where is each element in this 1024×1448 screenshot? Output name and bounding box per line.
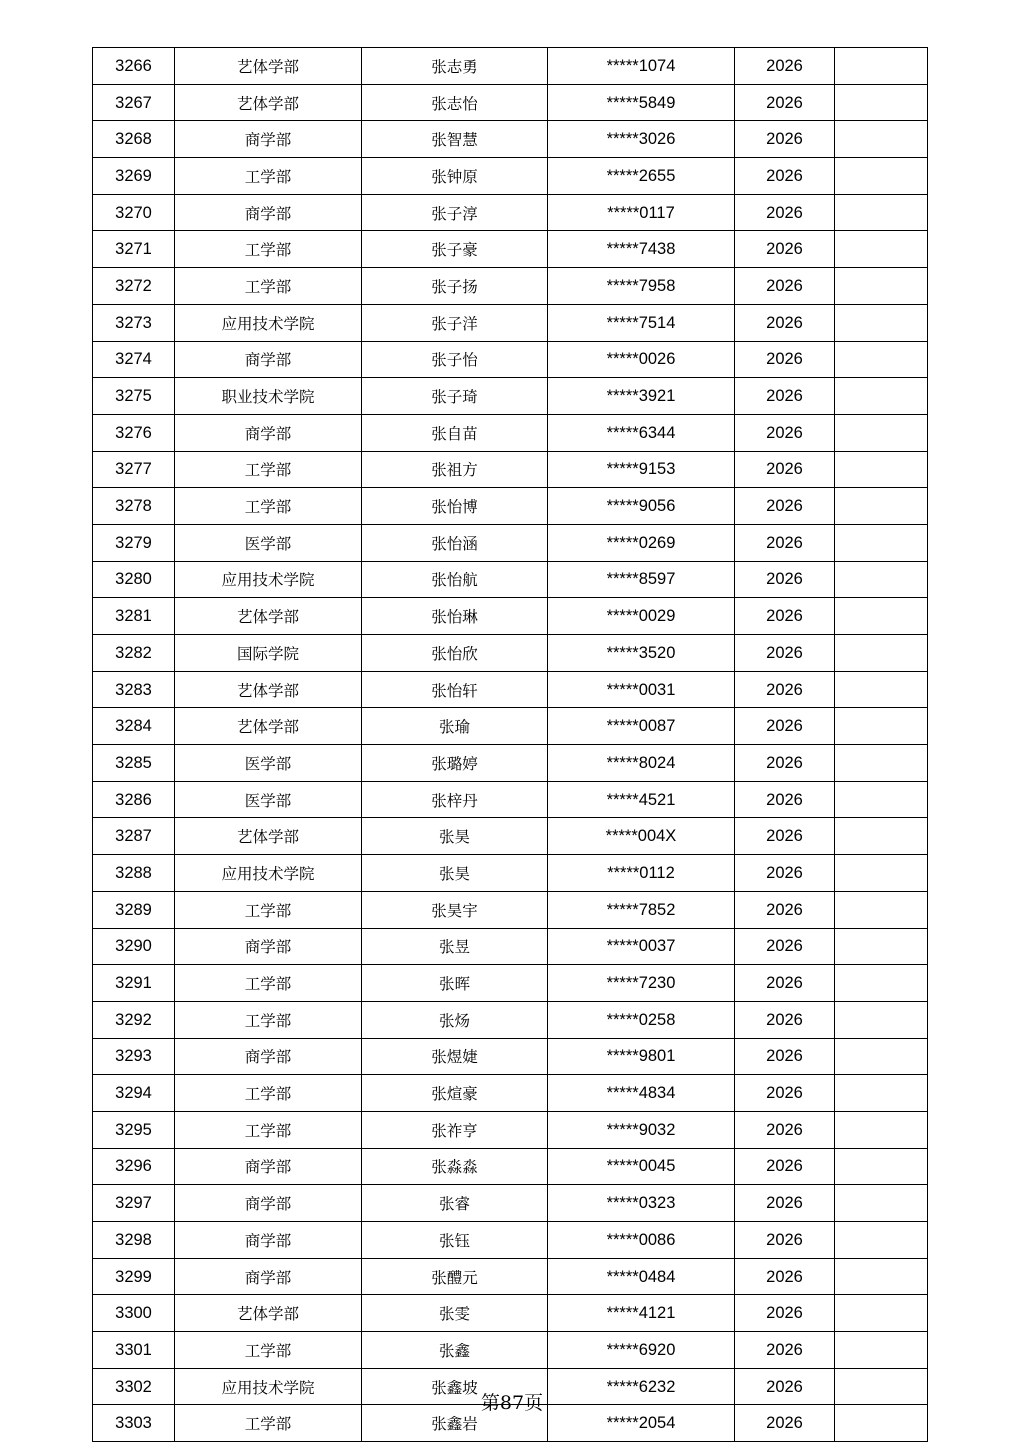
cell-year: 2026 xyxy=(735,414,835,451)
cell-student-name: 张祚亨 xyxy=(362,1111,548,1148)
cell-department: 医学部 xyxy=(175,781,362,818)
table-row xyxy=(93,928,928,965)
cell-student-name: 张怡博 xyxy=(362,488,548,525)
cell-serial-number: 3280 xyxy=(93,561,175,598)
table-row xyxy=(93,1148,928,1185)
cell-remark xyxy=(835,524,928,561)
cell-department: 艺体学部 xyxy=(175,48,362,85)
cell-student-name: 张瑜 xyxy=(362,708,548,745)
cell-year: 2026 xyxy=(735,745,835,782)
cell-serial-number: 3285 xyxy=(93,745,175,782)
cell-year: 2026 xyxy=(735,1001,835,1038)
cell-department: 工学部 xyxy=(175,1001,362,1038)
table-row xyxy=(93,745,928,782)
cell-remark xyxy=(835,1258,928,1295)
cell-serial-number: 3286 xyxy=(93,781,175,818)
cell-serial-number: 3291 xyxy=(93,965,175,1002)
cell-masked-id: *****7438 xyxy=(548,231,735,268)
cell-masked-id: *****0029 xyxy=(548,598,735,635)
cell-remark xyxy=(835,341,928,378)
table-row xyxy=(93,84,928,121)
cell-serial-number: 3301 xyxy=(93,1332,175,1369)
cell-remark xyxy=(835,1222,928,1259)
table-row xyxy=(93,231,928,268)
cell-department: 艺体学部 xyxy=(175,671,362,708)
cell-department: 商学部 xyxy=(175,414,362,451)
table-row xyxy=(93,818,928,855)
cell-serial-number: 3296 xyxy=(93,1148,175,1185)
cell-year: 2026 xyxy=(735,781,835,818)
cell-student-name: 张昊 xyxy=(362,855,548,892)
cell-year: 2026 xyxy=(735,1038,835,1075)
cell-serial-number: 3292 xyxy=(93,1001,175,1038)
cell-serial-number: 3288 xyxy=(93,855,175,892)
table-row xyxy=(93,781,928,818)
cell-department: 医学部 xyxy=(175,745,362,782)
cell-department: 工学部 xyxy=(175,488,362,525)
cell-student-name: 张璐婷 xyxy=(362,745,548,782)
cell-remark xyxy=(835,1148,928,1185)
cell-serial-number: 3266 xyxy=(93,48,175,85)
cell-masked-id: *****7514 xyxy=(548,304,735,341)
cell-student-name: 张梓丹 xyxy=(362,781,548,818)
cell-department: 应用技术学院 xyxy=(175,855,362,892)
cell-student-name: 张子怡 xyxy=(362,341,548,378)
student-roster-table xyxy=(92,47,928,1442)
cell-masked-id: *****4834 xyxy=(548,1075,735,1112)
cell-year: 2026 xyxy=(735,708,835,745)
cell-student-name: 张昊 xyxy=(362,818,548,855)
cell-serial-number: 3271 xyxy=(93,231,175,268)
cell-year: 2026 xyxy=(735,1332,835,1369)
table-row xyxy=(93,378,928,415)
table-row xyxy=(93,671,928,708)
table-row xyxy=(93,598,928,635)
cell-remark xyxy=(835,378,928,415)
table-row xyxy=(93,1038,928,1075)
cell-student-name: 张子扬 xyxy=(362,268,548,305)
cell-student-name: 张智慧 xyxy=(362,121,548,158)
cell-masked-id: *****7958 xyxy=(548,268,735,305)
cell-student-name: 张醴元 xyxy=(362,1258,548,1295)
cell-year: 2026 xyxy=(735,268,835,305)
cell-serial-number: 3268 xyxy=(93,121,175,158)
cell-department: 工学部 xyxy=(175,891,362,928)
cell-serial-number: 3269 xyxy=(93,158,175,195)
cell-remark xyxy=(835,1295,928,1332)
table-row xyxy=(93,268,928,305)
cell-serial-number: 3289 xyxy=(93,891,175,928)
cell-serial-number: 3297 xyxy=(93,1185,175,1222)
cell-year: 2026 xyxy=(735,524,835,561)
cell-remark xyxy=(835,891,928,928)
cell-student-name: 张怡轩 xyxy=(362,671,548,708)
cell-year: 2026 xyxy=(735,341,835,378)
cell-department: 艺体学部 xyxy=(175,84,362,121)
cell-student-name: 张怡航 xyxy=(362,561,548,598)
cell-year: 2026 xyxy=(735,928,835,965)
cell-masked-id: *****0258 xyxy=(548,1001,735,1038)
cell-year: 2026 xyxy=(735,671,835,708)
cell-remark xyxy=(835,268,928,305)
cell-masked-id: *****3921 xyxy=(548,378,735,415)
cell-serial-number: 3277 xyxy=(93,451,175,488)
cell-department: 医学部 xyxy=(175,524,362,561)
cell-serial-number: 3303 xyxy=(93,1405,175,1442)
cell-remark xyxy=(835,671,928,708)
cell-department: 工学部 xyxy=(175,1075,362,1112)
cell-serial-number: 3276 xyxy=(93,414,175,451)
cell-masked-id: *****6232 xyxy=(548,1368,735,1405)
cell-masked-id: *****9153 xyxy=(548,451,735,488)
cell-remark xyxy=(835,1038,928,1075)
table-row xyxy=(93,1258,928,1295)
table-row xyxy=(93,414,928,451)
cell-year: 2026 xyxy=(735,855,835,892)
cell-student-name: 张子琦 xyxy=(362,378,548,415)
cell-year: 2026 xyxy=(735,561,835,598)
cell-serial-number: 3298 xyxy=(93,1222,175,1259)
table-row xyxy=(93,48,928,85)
cell-year: 2026 xyxy=(735,818,835,855)
table-row xyxy=(93,965,928,1002)
table-row xyxy=(93,1001,928,1038)
page-number: 第87页 xyxy=(480,1392,544,1414)
cell-student-name: 张子淳 xyxy=(362,194,548,231)
cell-student-name: 张昱 xyxy=(362,928,548,965)
cell-remark xyxy=(835,818,928,855)
cell-remark xyxy=(835,414,928,451)
cell-remark xyxy=(835,304,928,341)
cell-masked-id: *****0087 xyxy=(548,708,735,745)
cell-student-name: 张鑫坡 xyxy=(362,1368,548,1405)
cell-remark xyxy=(835,231,928,268)
cell-serial-number: 3272 xyxy=(93,268,175,305)
cell-remark xyxy=(835,158,928,195)
cell-masked-id: *****7230 xyxy=(548,965,735,1002)
cell-student-name: 张雯 xyxy=(362,1295,548,1332)
table-row xyxy=(93,304,928,341)
cell-student-name: 张怡涵 xyxy=(362,524,548,561)
cell-masked-id: *****0323 xyxy=(548,1185,735,1222)
cell-masked-id: *****9032 xyxy=(548,1111,735,1148)
cell-year: 2026 xyxy=(735,304,835,341)
cell-year: 2026 xyxy=(735,1368,835,1405)
cell-masked-id: *****2655 xyxy=(548,158,735,195)
cell-department: 工学部 xyxy=(175,231,362,268)
cell-masked-id: *****0086 xyxy=(548,1222,735,1259)
cell-year: 2026 xyxy=(735,488,835,525)
table-row xyxy=(93,1295,928,1332)
cell-serial-number: 3295 xyxy=(93,1111,175,1148)
cell-student-name: 张自苗 xyxy=(362,414,548,451)
cell-student-name: 张钰 xyxy=(362,1222,548,1259)
cell-serial-number: 3273 xyxy=(93,304,175,341)
cell-masked-id: *****1074 xyxy=(548,48,735,85)
cell-remark xyxy=(835,121,928,158)
cell-masked-id: *****3026 xyxy=(548,121,735,158)
cell-year: 2026 xyxy=(735,1075,835,1112)
cell-student-name: 张钟原 xyxy=(362,158,548,195)
cell-student-name: 张炀 xyxy=(362,1001,548,1038)
cell-student-name: 张怡琳 xyxy=(362,598,548,635)
cell-remark xyxy=(835,1075,928,1112)
cell-department: 商学部 xyxy=(175,1038,362,1075)
cell-remark xyxy=(835,965,928,1002)
cell-year: 2026 xyxy=(735,1222,835,1259)
cell-year: 2026 xyxy=(735,84,835,121)
cell-remark xyxy=(835,745,928,782)
cell-masked-id: *****9801 xyxy=(548,1038,735,1075)
cell-masked-id: *****0045 xyxy=(548,1148,735,1185)
table-row xyxy=(93,635,928,672)
cell-year: 2026 xyxy=(735,194,835,231)
table-row xyxy=(93,121,928,158)
cell-masked-id: *****0037 xyxy=(548,928,735,965)
cell-year: 2026 xyxy=(735,1295,835,1332)
table-row xyxy=(93,194,928,231)
cell-masked-id: *****0484 xyxy=(548,1258,735,1295)
cell-remark xyxy=(835,84,928,121)
cell-year: 2026 xyxy=(735,231,835,268)
cell-department: 应用技术学院 xyxy=(175,561,362,598)
cell-year: 2026 xyxy=(735,158,835,195)
cell-masked-id: *****0269 xyxy=(548,524,735,561)
table-row xyxy=(93,488,928,525)
cell-serial-number: 3302 xyxy=(93,1368,175,1405)
cell-remark xyxy=(835,194,928,231)
cell-year: 2026 xyxy=(735,1185,835,1222)
cell-department: 应用技术学院 xyxy=(175,304,362,341)
cell-remark xyxy=(835,561,928,598)
cell-serial-number: 3293 xyxy=(93,1038,175,1075)
cell-serial-number: 3283 xyxy=(93,671,175,708)
cell-serial-number: 3275 xyxy=(93,378,175,415)
cell-serial-number: 3294 xyxy=(93,1075,175,1112)
cell-department: 工学部 xyxy=(175,1332,362,1369)
cell-remark xyxy=(835,855,928,892)
cell-department: 艺体学部 xyxy=(175,598,362,635)
cell-remark xyxy=(835,451,928,488)
cell-department: 应用技术学院 xyxy=(175,1368,362,1405)
cell-masked-id: *****2054 xyxy=(548,1405,735,1442)
cell-year: 2026 xyxy=(735,48,835,85)
cell-department: 工学部 xyxy=(175,268,362,305)
cell-masked-id: *****3520 xyxy=(548,635,735,672)
table-row xyxy=(93,855,928,892)
table-row xyxy=(93,1075,928,1112)
cell-student-name: 张煜婕 xyxy=(362,1038,548,1075)
cell-year: 2026 xyxy=(735,1111,835,1148)
cell-department: 工学部 xyxy=(175,1111,362,1148)
cell-department: 商学部 xyxy=(175,928,362,965)
cell-serial-number: 3279 xyxy=(93,524,175,561)
cell-remark xyxy=(835,488,928,525)
cell-masked-id: *****0031 xyxy=(548,671,735,708)
cell-masked-id: *****4121 xyxy=(548,1295,735,1332)
cell-student-name: 张怡欣 xyxy=(362,635,548,672)
cell-serial-number: 3278 xyxy=(93,488,175,525)
cell-student-name: 张子洋 xyxy=(362,304,548,341)
cell-serial-number: 3290 xyxy=(93,928,175,965)
cell-serial-number: 3284 xyxy=(93,708,175,745)
cell-remark xyxy=(835,1111,928,1148)
cell-department: 商学部 xyxy=(175,1222,362,1259)
cell-masked-id: *****7852 xyxy=(548,891,735,928)
cell-masked-id: *****4521 xyxy=(548,781,735,818)
cell-department: 商学部 xyxy=(175,341,362,378)
cell-remark xyxy=(835,48,928,85)
cell-department: 职业技术学院 xyxy=(175,378,362,415)
cell-remark xyxy=(835,781,928,818)
cell-masked-id: *****9056 xyxy=(548,488,735,525)
cell-student-name: 张子豪 xyxy=(362,231,548,268)
cell-student-name: 张昊宇 xyxy=(362,891,548,928)
cell-serial-number: 3300 xyxy=(93,1295,175,1332)
cell-masked-id: *****6920 xyxy=(548,1332,735,1369)
cell-serial-number: 3267 xyxy=(93,84,175,121)
cell-department: 国际学院 xyxy=(175,635,362,672)
cell-department: 商学部 xyxy=(175,121,362,158)
cell-remark xyxy=(835,1001,928,1038)
cell-student-name: 张志怡 xyxy=(362,84,548,121)
cell-remark xyxy=(835,928,928,965)
cell-year: 2026 xyxy=(735,378,835,415)
cell-year: 2026 xyxy=(735,965,835,1002)
cell-serial-number: 3270 xyxy=(93,194,175,231)
cell-year: 2026 xyxy=(735,121,835,158)
cell-department: 工学部 xyxy=(175,965,362,1002)
cell-student-name: 张鑫岩 xyxy=(362,1405,548,1442)
cell-year: 2026 xyxy=(735,1258,835,1295)
cell-department: 艺体学部 xyxy=(175,1295,362,1332)
cell-remark xyxy=(835,1332,928,1369)
cell-student-name: 张睿 xyxy=(362,1185,548,1222)
cell-masked-id: *****8597 xyxy=(548,561,735,598)
cell-serial-number: 3274 xyxy=(93,341,175,378)
cell-masked-id: *****004X xyxy=(548,818,735,855)
table-row xyxy=(93,891,928,928)
cell-year: 2026 xyxy=(735,598,835,635)
table-row xyxy=(93,341,928,378)
cell-masked-id: *****0117 xyxy=(548,194,735,231)
cell-serial-number: 3299 xyxy=(93,1258,175,1295)
table-row xyxy=(93,451,928,488)
cell-department: 工学部 xyxy=(175,1405,362,1442)
cell-department: 商学部 xyxy=(175,1258,362,1295)
cell-department: 艺体学部 xyxy=(175,818,362,855)
cell-year: 2026 xyxy=(735,1405,835,1442)
table-row xyxy=(93,524,928,561)
cell-year: 2026 xyxy=(735,451,835,488)
cell-serial-number: 3281 xyxy=(93,598,175,635)
cell-serial-number: 3287 xyxy=(93,818,175,855)
cell-department: 商学部 xyxy=(175,1148,362,1185)
cell-year: 2026 xyxy=(735,1148,835,1185)
cell-student-name: 张志勇 xyxy=(362,48,548,85)
cell-masked-id: *****0026 xyxy=(548,341,735,378)
roster-table-body xyxy=(93,48,928,1442)
cell-remark xyxy=(835,708,928,745)
cell-masked-id: *****5849 xyxy=(548,84,735,121)
cell-masked-id: *****0112 xyxy=(548,855,735,892)
cell-remark xyxy=(835,598,928,635)
cell-masked-id: *****8024 xyxy=(548,745,735,782)
table-row xyxy=(93,158,928,195)
table-row xyxy=(93,1222,928,1259)
table-row xyxy=(93,1185,928,1222)
cell-department: 工学部 xyxy=(175,451,362,488)
cell-masked-id: *****6344 xyxy=(548,414,735,451)
cell-student-name: 张煊豪 xyxy=(362,1075,548,1112)
cell-department: 工学部 xyxy=(175,158,362,195)
cell-student-name: 张淼淼 xyxy=(362,1148,548,1185)
cell-department: 商学部 xyxy=(175,1185,362,1222)
table-row xyxy=(93,708,928,745)
table-row xyxy=(93,1111,928,1148)
cell-year: 2026 xyxy=(735,635,835,672)
cell-student-name: 张鑫 xyxy=(362,1332,548,1369)
cell-remark xyxy=(835,635,928,672)
cell-student-name: 张晖 xyxy=(362,965,548,1002)
cell-department: 商学部 xyxy=(175,194,362,231)
cell-department: 艺体学部 xyxy=(175,708,362,745)
cell-year: 2026 xyxy=(735,891,835,928)
table-row xyxy=(93,561,928,598)
cell-serial-number: 3282 xyxy=(93,635,175,672)
cell-remark xyxy=(835,1185,928,1222)
cell-student-name: 张祖方 xyxy=(362,451,548,488)
table-row xyxy=(93,1332,928,1369)
